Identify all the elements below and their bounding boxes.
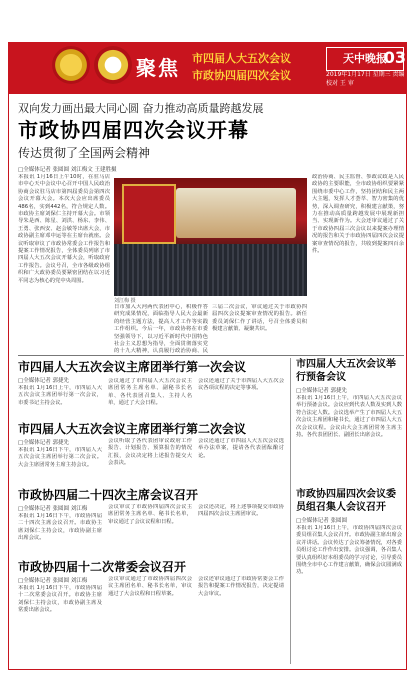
article-title: 市政协四届十二次常委会议召开 bbox=[18, 560, 187, 574]
article-column: 会议审议了市政协四届四次会议主席团常务主席名单、秘书长名单，审议通过了会议议程和日程。 bbox=[108, 504, 192, 525]
article-column: 会议听取了各代表团审议政府工作报告、计划报告、预算报告的情况汇报，会议决定将上述报告提交大会表决。 bbox=[108, 438, 192, 467]
article-column: 会议还通过了关于市四届人大五次会议各项议程的决定等事项。 bbox=[198, 378, 284, 392]
article-column: 本报讯 1月16日上午，市四届人大五次会议主席团举行第一次会议，市委书记主持会议。 bbox=[18, 385, 102, 406]
sidebar-article-text: 本报讯 1月16日上午，市政协四届四次会议委员组召集人会议召开。市政协副主席出席会议并讲话。会议传达了会议筹备情况，对各委员组讨论工作作出安排。会议强调，各召集人要认真组织好本组委员的学习讨论，引导委员围绕全市中心工作建言献策，确保会议圆满成功。 bbox=[296, 525, 402, 576]
sidebar-article-title: 市四届人大五次会议举行预备会议 bbox=[296, 359, 396, 383]
sidebar-article-title: 市政协四届四次会议委员组召集人会议召开 bbox=[296, 489, 396, 513]
section-banner bbox=[8, 42, 407, 94]
newspaper-masthead: 天中晚报 bbox=[326, 47, 404, 71]
section-label: 聚焦 bbox=[136, 56, 180, 80]
lead-column-4: 政治协商、民主监督、参政议政是人民政协的主要职能，全市政协组织要紧紧围绕市委中心工作，坚持团结和民主两大主题，发挥人才荟萃、智力密集的优势，深入调查研究，积极建言献策，努力在推动高质量跨越发展中展现新担当、实现新作为。大会还审议通过了关于市政协四届三次会议以来提案办理情况的报告和关于市政协四届四次会议提案审查情况的报告，共收到提案四百余件。 bbox=[312, 174, 404, 255]
dateline: 2019年1月17日 星期三 责编 校对 王 审 bbox=[326, 71, 405, 87]
banner-headline-cppcc: 市政协四届四次会议 bbox=[192, 69, 291, 82]
article-byline: □全媒体记者 张圆圆 刘江梅 bbox=[18, 506, 88, 512]
kicker-headline: 双向发力画出最大同心圆 奋力推动高质量跨越发展 bbox=[18, 102, 264, 115]
page-title: 市政协四届四次会议开幕 bbox=[18, 118, 249, 142]
article-byline: □全媒体记者 张圆圆 刘江梅 bbox=[18, 578, 88, 584]
article-column: 本报讯 1月16日下午，市政协四届十二次常委会议召开。市政协主席刘保仁主持会议，市政协副主席及常委出席会议。 bbox=[18, 585, 102, 614]
article-column: 本报讯 1月16日下午，市政协四届二十四次主席会议召开。市政协主席刘保仁主持会议，市政协副主席出席会议。 bbox=[18, 513, 102, 542]
sidebar-byline: □全媒体记者 张圆圆 bbox=[296, 518, 347, 524]
photo-caption: 刘江梅 摄 bbox=[114, 298, 136, 304]
cppcc-emblem-icon bbox=[94, 46, 132, 84]
divider bbox=[18, 355, 404, 356]
article-column: 会议还通过了市四届人大五次会议选举办法草案，提请各代表团酝酿讨论。 bbox=[198, 438, 284, 459]
page-number: 03 bbox=[383, 48, 406, 67]
lead-column-3: 三届二次会议，审议通过关于市政协四届四次会议提案审查情况的报告。新任委员刘保仁作了讲话，号召全体委员积极建言献策、凝聚共识。 bbox=[212, 304, 307, 333]
lead-byline: □全媒体记者 张圆圆 刘江梅文 王建胜摄 bbox=[18, 167, 117, 173]
article-column: 本报讯 1月16日下午，市四届人大五次会议主席团举行第二次会议。大会主席团常务主席主持会议。 bbox=[18, 447, 102, 468]
article-column: 会议还审议通过了市政协常委会工作报告和提案工作情况报告，决定提请大会审议。 bbox=[198, 576, 284, 597]
national-emblem-icon bbox=[52, 46, 90, 84]
sidebar-article-text: 本报讯 1月16日上午，市四届人大五次会议举行预备会议。会议应到代表人数及实到人数符合法定人数。会议选举产生了市四届人大五次会议主席团和秘书长，通过了市四届人大五次会议议程。会议由大会主席团常务主席主持。各代表团团长、副团长出席会议。 bbox=[296, 395, 402, 439]
audience bbox=[114, 244, 307, 296]
article-title: 市四届人大五次会议主席团举行第一次会议 bbox=[18, 360, 247, 374]
flag-backdrop bbox=[122, 184, 176, 244]
article-column: 会议还决定，将上述事项提交市政协四届四次会议主席团审议。 bbox=[198, 504, 284, 518]
banner-headlines bbox=[192, 50, 291, 84]
stage-backdrop bbox=[176, 188, 296, 238]
sidebar-byline: □全媒体记者 郭捷先 bbox=[296, 388, 347, 394]
lead-column-2: 日市加入大河两代表团中心，积极作答研究成果情况，面临指导人民大会最新的经营主题方法，提高人才工作等实践工作组织。今后一年，市政协将在市委坚强领导下，以习近平新时代中国特色社会主义思想为指导，全面贯彻落实党的十九大精神，认真履行政治协商、民 bbox=[114, 304, 208, 354]
article-byline: □全媒体记者 郭捷先 bbox=[18, 378, 69, 384]
banner-headline-npc: 市四届人大五次会议 bbox=[192, 52, 291, 65]
article-title: 市政协四届二十四次主席会议召开 bbox=[18, 488, 199, 502]
column-divider bbox=[290, 358, 291, 664]
conference-photo bbox=[114, 178, 307, 296]
page-subtitle: 传达贯彻了全国两会精神 bbox=[18, 146, 151, 160]
lead-column-1: 本报讯 1月16日上午10时，在驻马店市中心天中会议中心召开中国人民政治协商会议驻马店市第四届委员会第四次会议开幕大会。本次大会应出席委员486名，实到442名，符合规定人数。市政协主席刘保仁主持开幕大会。市领导朱是西、陈星、刘洪、杨东、李伟、王勇、张西安、赵会敏等出席大会，市政协副主席邓中运等在主席台就座。会议听取审议了市政协常委会工作报告和提案工作情况报告，全体委员列席了市四届人大五次会议开幕大会，听取政府工作报告。会议号召，全市各级政协组织和广大政协委员要紧密团结在以习近平同志为核心的党中央周围。 bbox=[18, 174, 110, 284]
article-column: 会议通过了市四届人大五次会议主席团常务主席名单、副秘书长名单、各代表团召集人、主持人名单，通过了大会日程。 bbox=[108, 378, 192, 407]
article-title: 市四届人大五次会议主席团举行第二次会议 bbox=[18, 422, 247, 436]
article-column: 会议审议通过了市政协四届四次会议主席团名单、秘书长名单，审议通过了大会议程和日程草案。 bbox=[108, 576, 192, 597]
article-byline: □全媒体记者 郭捷先 bbox=[18, 440, 69, 446]
